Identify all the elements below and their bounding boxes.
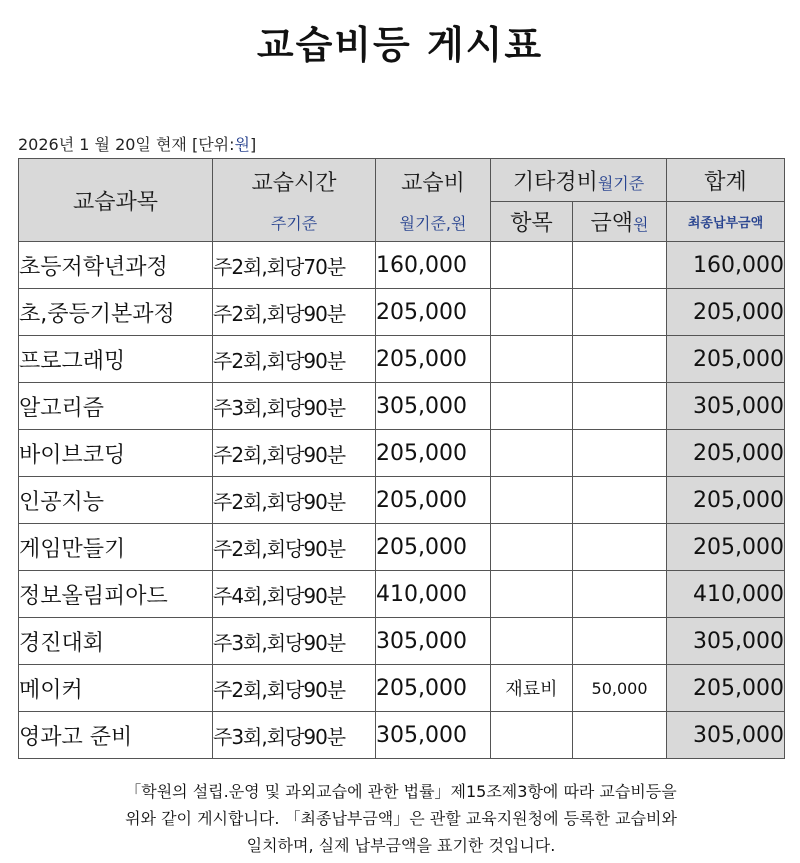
time-cell: 주2회,회당90분 [213, 336, 376, 383]
total-cell: 205,000 [667, 524, 785, 571]
fee-cell: 305,000 [376, 618, 491, 665]
subject-cell: 알고리즘 [19, 383, 213, 430]
fee-cell: 205,000 [376, 665, 491, 712]
header-amount-unit: 원 [633, 215, 649, 234]
header-other-amount [573, 202, 667, 242]
other-amount-cell [573, 712, 667, 759]
table-row [19, 383, 785, 430]
other-item-cell [491, 712, 573, 759]
table-row [19, 430, 785, 477]
fee-cell: 410,000 [376, 571, 491, 618]
time-cell: 주4회,회당90분 [213, 571, 376, 618]
subject-cell: 프로그래밍 [19, 336, 213, 383]
fee-table [18, 158, 785, 759]
time-cell: 주2회,회당90분 [213, 289, 376, 336]
subject-cell: 게임만들기 [19, 524, 213, 571]
notice-line: 일치하며, 실제 납부금액을 표기한 것입니다. [246, 836, 556, 855]
time-cell: 주3회,회당90분 [213, 383, 376, 430]
time-cell: 주2회,회당90분 [213, 524, 376, 571]
fee-cell: 305,000 [376, 712, 491, 759]
table-row [19, 618, 785, 665]
subject-cell: 초등저학년과정 [19, 242, 213, 289]
header-time [213, 159, 376, 242]
time-cell: 주3회,회당90분 [213, 618, 376, 665]
time-cell: 주2회,회당90분 [213, 430, 376, 477]
other-amount-cell [573, 618, 667, 665]
table-row [19, 571, 785, 618]
total-cell: 410,000 [667, 571, 785, 618]
table-row [19, 524, 785, 571]
other-amount-cell: 50,000 [573, 665, 667, 712]
subject-cell: 인공지능 [19, 477, 213, 524]
header-other [491, 159, 667, 202]
other-amount-cell [573, 383, 667, 430]
header-fee-label: 교습비 [401, 171, 465, 196]
legal-notice [18, 778, 784, 859]
notice-line: 위와 같이 게시합니다. 「최종납부금액」은 관할 교육지원청에 등록한 교습비와 [125, 809, 677, 828]
header-time-sub: 주기준 [270, 214, 318, 233]
total-cell: 305,000 [667, 712, 785, 759]
total-cell: 305,000 [667, 618, 785, 665]
other-item-cell [491, 242, 573, 289]
page-title: 교습비등 게시표 [256, 23, 544, 67]
date-text: 2026년 1 월 20일 현재 [단위: [18, 135, 235, 154]
date-line [18, 132, 256, 155]
other-item-cell [491, 289, 573, 336]
header-total: 합계 [667, 159, 785, 202]
header-time-label: 교습시간 [251, 171, 337, 196]
total-cell: 205,000 [667, 477, 785, 524]
subject-cell: 메이커 [19, 665, 213, 712]
total-cell: 160,000 [667, 242, 785, 289]
other-item-cell [491, 336, 573, 383]
other-amount-cell [573, 242, 667, 289]
fee-cell: 205,000 [376, 336, 491, 383]
header-subject: 교습과목 [19, 159, 213, 242]
header-total-sub: 최종납부금액 [667, 202, 785, 242]
other-item-cell [491, 477, 573, 524]
fee-cell: 205,000 [376, 289, 491, 336]
subject-cell: 영과고 준비 [19, 712, 213, 759]
other-item-cell [491, 524, 573, 571]
header-other-label: 기타경비 [512, 169, 598, 195]
table-row [19, 665, 785, 712]
fee-cell: 205,000 [376, 477, 491, 524]
subject-cell: 바이브코딩 [19, 430, 213, 477]
fee-cell: 305,000 [376, 383, 491, 430]
other-amount-cell [573, 524, 667, 571]
other-item-cell [491, 571, 573, 618]
other-amount-cell [573, 289, 667, 336]
total-cell: 205,000 [667, 336, 785, 383]
total-cell: 305,000 [667, 383, 785, 430]
subject-cell: 정보올림피아드 [19, 571, 213, 618]
other-item-cell: 재료비 [491, 665, 573, 712]
other-amount-cell [573, 571, 667, 618]
other-amount-cell [573, 477, 667, 524]
other-amount-cell [573, 430, 667, 477]
notice-line: 「학원의 설립.운영 및 과외교습에 관한 법률」제15조제3항에 따라 교습비등을 [125, 782, 677, 801]
header-amount-label: 금액 [590, 211, 634, 236]
total-cell: 205,000 [667, 665, 785, 712]
table-row [19, 242, 785, 289]
other-item-cell [491, 618, 573, 665]
time-cell: 주2회,회당90분 [213, 477, 376, 524]
unit-text: 원 [234, 135, 250, 154]
table-row [19, 336, 785, 383]
other-amount-cell [573, 336, 667, 383]
fee-cell: 205,000 [376, 524, 491, 571]
header-fee [376, 159, 491, 242]
header-fee-sub: 월기준,원 [399, 214, 467, 233]
time-cell: 주2회,회당90분 [213, 665, 376, 712]
table-row [19, 712, 785, 759]
total-cell: 205,000 [667, 430, 785, 477]
table-row [19, 289, 785, 336]
fee-cell: 205,000 [376, 430, 491, 477]
header-other-item: 항목 [491, 202, 573, 242]
total-cell: 205,000 [667, 289, 785, 336]
other-item-cell [491, 430, 573, 477]
table-row [19, 477, 785, 524]
subject-cell: 초,중등기본과정 [19, 289, 213, 336]
time-cell: 주3회,회당90분 [213, 712, 376, 759]
time-cell: 주2회,회당70분 [213, 242, 376, 289]
header-other-sub: 월기준 [597, 173, 645, 193]
fee-cell: 160,000 [376, 242, 491, 289]
subject-cell: 경진대회 [19, 618, 213, 665]
other-item-cell [491, 383, 573, 430]
date-suffix: ] [249, 135, 257, 154]
